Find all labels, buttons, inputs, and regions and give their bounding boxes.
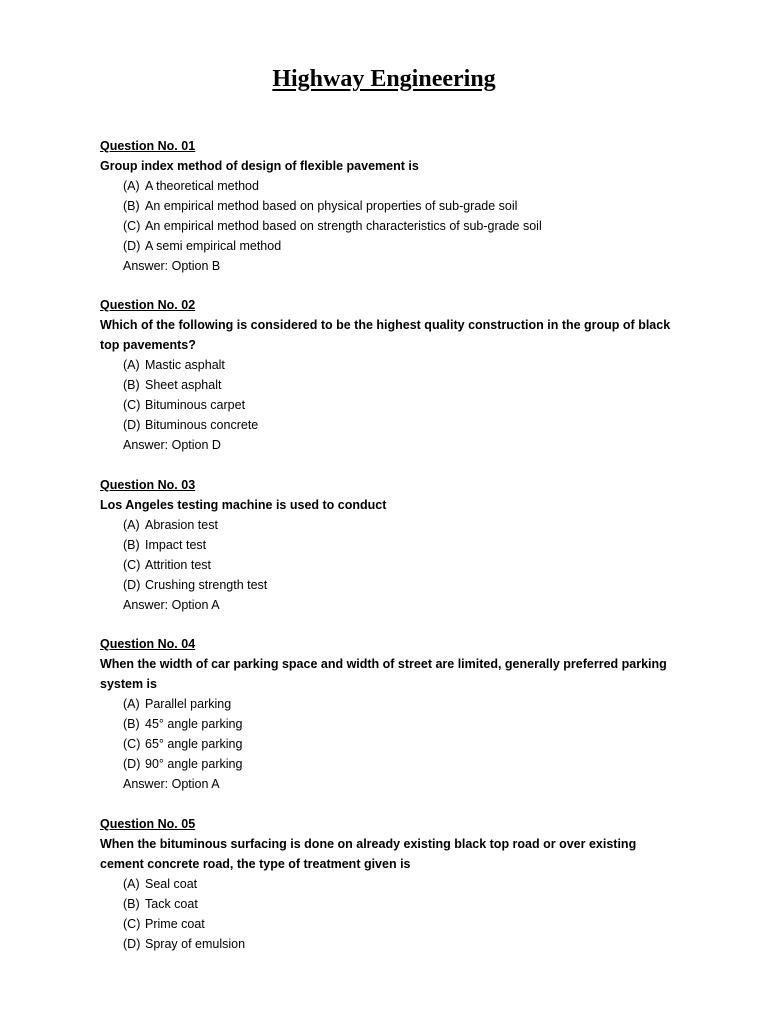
- option-text: A semi empirical method: [145, 239, 282, 253]
- option-text: Impact test: [145, 538, 207, 552]
- question-block-2: [100, 295, 680, 455]
- option-text: Abrasion test: [145, 518, 218, 532]
- question-block-4: [100, 634, 680, 794]
- option-letter: (D): [123, 239, 141, 253]
- option-letter: (C): [123, 737, 141, 751]
- option-letter: (B): [123, 538, 140, 552]
- option-b: [100, 714, 680, 734]
- option-a: [100, 694, 680, 714]
- option-letter: (D): [123, 757, 141, 771]
- option-letter: (D): [123, 937, 141, 951]
- option-list: [100, 176, 680, 256]
- option-text: Seal coat: [145, 877, 198, 891]
- option-a: [100, 176, 680, 196]
- question-label: Question No. 05: [100, 817, 196, 831]
- question-stem: Group index method of design of flexible pavement is: [100, 159, 419, 173]
- option-list: [100, 874, 680, 954]
- option-b: [100, 375, 680, 395]
- option-b: [100, 894, 680, 914]
- option-a: [100, 355, 680, 375]
- option-list: [100, 694, 680, 774]
- option-text: Attrition test: [145, 558, 211, 572]
- option-text: 90° angle parking: [145, 757, 243, 771]
- question-block-5: [100, 814, 680, 954]
- option-text: Mastic asphalt: [145, 358, 225, 372]
- question-label: Question No. 03: [100, 478, 196, 492]
- answer-text: Answer: Option D: [123, 438, 221, 452]
- option-text: An empirical method based on physical properties of sub-grade soil: [145, 199, 518, 213]
- option-letter: (C): [123, 558, 141, 572]
- option-text: Tack coat: [145, 897, 198, 911]
- option-d: [100, 236, 680, 256]
- option-list: [100, 355, 680, 435]
- option-list: [100, 515, 680, 595]
- option-text: 45° angle parking: [145, 717, 243, 731]
- option-a: [100, 874, 680, 894]
- question-stem: Which of the following is considered to be the highest quality construction in the group of black top pavements?: [100, 318, 671, 352]
- option-letter: (B): [123, 897, 140, 911]
- option-text: Spray of emulsion: [145, 937, 246, 951]
- option-text: 65° angle parking: [145, 737, 243, 751]
- option-letter: (A): [123, 518, 140, 532]
- option-letter: (A): [123, 697, 140, 711]
- question-label: Question No. 01: [100, 139, 196, 153]
- question-stem: Los Angeles testing machine is used to conduct: [100, 498, 387, 512]
- option-d: [100, 934, 680, 954]
- option-letter: (A): [123, 877, 140, 891]
- option-text: Parallel parking: [145, 697, 232, 711]
- option-d: [100, 415, 680, 435]
- option-letter: (A): [123, 179, 140, 193]
- option-letter: (C): [123, 398, 141, 412]
- question-stem: When the bituminous surfacing is done on already existing black top road or over existing cement concrete road, the type of treatment given is: [100, 837, 637, 871]
- option-letter: (A): [123, 358, 140, 372]
- option-d: [100, 754, 680, 774]
- option-text: An empirical method based on strength characteristics of sub-grade soil: [145, 219, 542, 233]
- option-letter: (D): [123, 578, 141, 592]
- option-c: [100, 555, 680, 575]
- option-b: [100, 196, 680, 216]
- option-c: [100, 395, 680, 415]
- option-text: A theoretical method: [145, 179, 259, 193]
- question-stem: When the width of car parking space and width of street are limited, generally preferred parking system is: [100, 657, 667, 691]
- question-block-1: [100, 136, 680, 276]
- option-c: [100, 734, 680, 754]
- option-b: [100, 535, 680, 555]
- option-letter: (C): [123, 917, 141, 931]
- option-text: Bituminous concrete: [145, 418, 259, 432]
- question-label: Question No. 02: [100, 298, 196, 312]
- answer-text: Answer: Option A: [123, 777, 220, 791]
- option-d: [100, 575, 680, 595]
- option-letter: (B): [123, 717, 140, 731]
- option-a: [100, 515, 680, 535]
- page-title: Highway Engineering: [272, 66, 496, 92]
- option-letter: (D): [123, 418, 141, 432]
- option-letter: (B): [123, 199, 140, 213]
- option-letter: (B): [123, 378, 140, 392]
- option-letter: (C): [123, 219, 141, 233]
- question-block-3: [100, 475, 680, 615]
- question-label: Question No. 04: [100, 637, 196, 651]
- option-text: Bituminous carpet: [145, 398, 246, 412]
- option-text: Prime coat: [145, 917, 205, 931]
- option-text: Crushing strength test: [145, 578, 268, 592]
- option-text: Sheet asphalt: [145, 378, 222, 392]
- option-c: [100, 216, 680, 236]
- option-c: [100, 914, 680, 934]
- answer-text: Answer: Option A: [123, 598, 220, 612]
- answer-text: Answer: Option B: [123, 259, 221, 273]
